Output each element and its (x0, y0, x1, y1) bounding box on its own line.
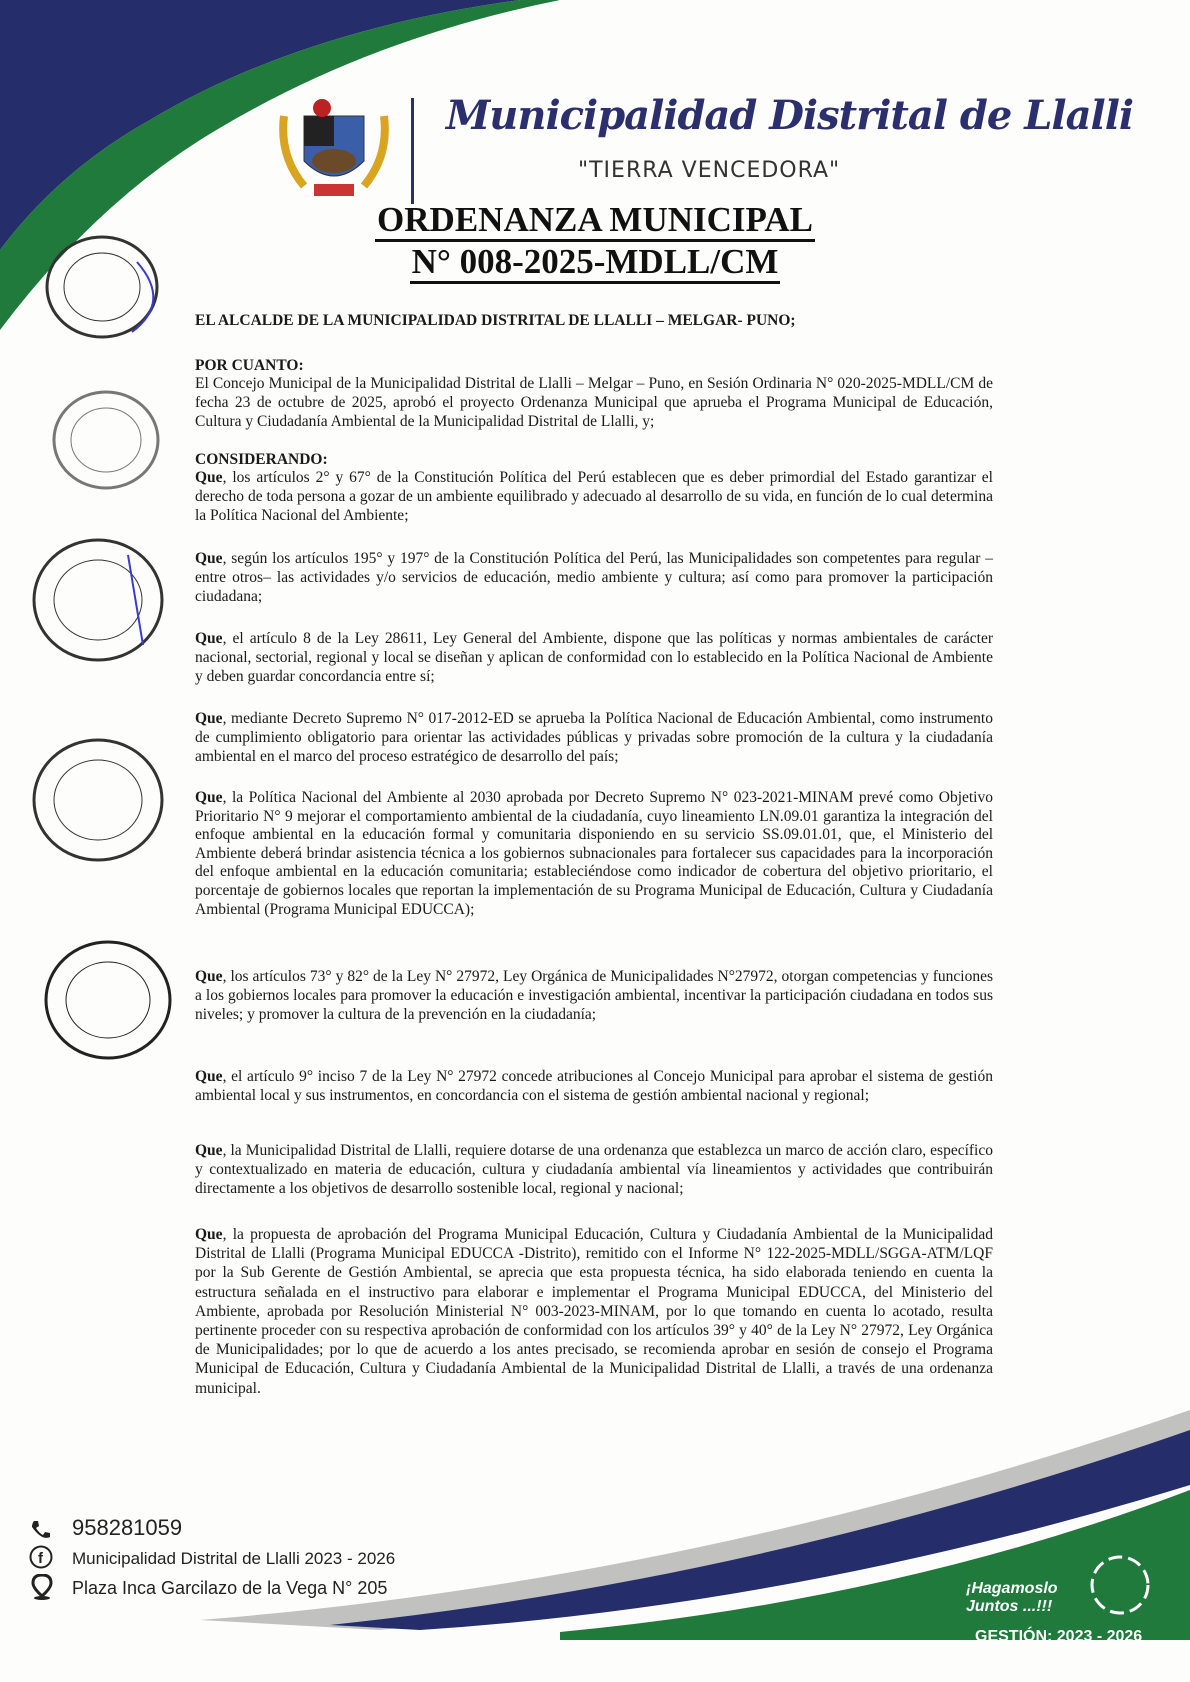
joined-hands-logo (1080, 1545, 1160, 1625)
footer-phone: 958281059 (72, 1515, 183, 1540)
stamp-gestion-ambiental (40, 935, 180, 1065)
institution-name: Municipalidad Distrital de Llalli (446, 92, 1134, 139)
slogan-line1: ¡Hagamoslo (966, 1580, 1058, 1597)
stamp-secretaria-general (28, 735, 168, 865)
addressee-line: EL ALCALDE DE LA MUNICIPALIDAD DISTRITAL DE LLALLI – MELGAR- PUNO; (195, 312, 796, 329)
por-cuanto-heading: POR CUANTO: (195, 357, 304, 374)
considerando-paragraph: Que, la Municipalidad Distrital de Llalli, requiere dotarse de una ordenanza que establezca un marco de acción claro, específico y contextualizado en materia de educación, cultura y ciudadanía ambiental vía lineamientos y actividades que contribuirán directamente a los objetivos de desarrollo sostenible local, regional y nacional; (195, 1142, 993, 1198)
gestion-label: GESTIÓN: 2023 - 2026 (975, 1628, 1143, 1645)
considerando-paragraph: Que, mediante Decreto Supremo N° 017-2012-ED se aprueba la Política Nacional de Educación Ambiental, como instrumento de cumplimiento obligatorio para orientar las actividades públicas y privadas sobre promoción de la cultura y la ciudadanía ambiental en el marco del proceso estratégico de desarrollo del país; (195, 710, 993, 766)
institution-motto: "TIERRA VENCEDORA" (578, 158, 841, 183)
document-number: N° 008-2025-MDLL/CM (0, 242, 1190, 282)
considerando-paragraph: Que, la Política Nacional del Ambiente al 2030 aprobada por Decreto Supremo N° 023-2021-MINAM prevé como Objetivo Prioritario N° 9 mejorar el comportamiento ambiental de la ciudadanía, cuyo lineamiento LN.09.01 garantiza la integración del enfoque ambiental en la educación formal y comunitaria disponiendo en su servicio SS.09.01.01, que, el Ministerio del Ambiente deberá brindar asistencia técnica a los gobiernos subnacionales para fortalecer sus capacidades para la incorporación del enfoque ambiental en la educación comunitaria; estableciéndose como indicador de cobertura del objetivo prioritario, el porcentaje de gobiernos locales que reportan la implementación de su Programa Municipal de Educación, Cultura y Ciudadanía Ambiental (Programa Municipal EDUCCA); (195, 789, 993, 918)
document-title: ORDENANZA MUNICIPAL (0, 200, 1190, 240)
facebook-icon (29, 1545, 53, 1569)
considerando-paragraph: Que, el artículo 8 de la Ley 28611, Ley General del Ambiente, dispone que las políticas y normas ambientales de carácter nacional, sectorial, regional y local se diseñan y aplican de conformidad con lo establecido en la Política Nacional de Ambiente y deben guardar concordancia entre sí; (195, 630, 993, 686)
stamp-alcaldia (42, 232, 172, 342)
considerando-paragraph: Que, el artículo 9° inciso 7 de la Ley N° 27972 concede atribuciones al Concejo Municipal para aprobar el sistema de gestión ambiental local y sus instrumentos, en concordancia con el sistema de gestión ambiental nacional y regional; (195, 1068, 993, 1105)
slogan-line2: Juntos ...!!! (966, 1598, 1053, 1615)
por-cuanto-paragraph: El Concejo Municipal de la Municipalidad Distrital de Llalli – Melgar – Puno, en Sesión Ordinaria N° 020-2025-MDLL/CM de fecha 23 de octubre de 2025, aprobó el proyecto Ordenanza Municipal que aprueba el Programa Municipal de Educación, Cultura y Ciudadanía Ambiental de la Municipalidad Distrital de Llalli, y; (195, 375, 993, 431)
footer-facebook: Municipalidad Distrital de Llalli 2023 - 2026 (72, 1549, 396, 1568)
phone-icon (30, 1519, 52, 1541)
municipal-crest-logo (274, 86, 394, 206)
considerando-paragraph: Que, según los artículos 195° y 197° de la Constitución Política del Perú, las Municipalidades son competentes para regular –entre otros– las actividades y/o servicios de educación, medio ambiente y cultura; así como para promover la participación ciudadana; (195, 550, 993, 606)
stamp-gerencia (48, 388, 168, 498)
stamp-asesoria-juridica (28, 535, 168, 665)
svg-text:f: f (38, 1550, 43, 1567)
footer-address: Plaza Inca Garcilazo de la Vega N° 205 (72, 1578, 388, 1598)
location-pin-icon (31, 1574, 53, 1600)
header-divider (411, 98, 414, 204)
considerando-paragraph: Que, los artículos 73° y 82° de la Ley N° 27972, Ley Orgánica de Municipalidades N°27972, otorgan competencias y funciones a los gobiernos locales para promover la educación e investigación ambiental, incentivar la participación ciudadana en todos sus niveles; y promover la cultura de la prevención en la ciudadanía; (195, 968, 993, 1024)
considerando-paragraph: Que, los artículos 2° y 67° de la Constitución Política del Perú establecen que es deber primordial del Estado garantizar el derecho de toda persona a gozar de un ambiente equilibrado y adecuado al desarrollo de su vida, en función de lo cual determina la Política Nacional del Ambiente; (195, 469, 993, 525)
considerando-paragraph: Que, la propuesta de aprobación del Programa Municipal Educación, Cultura y Ciudadanía Ambiental de la Municipalidad Distrital de Llalli (Programa Municipal EDUCCA -Distrito), remitido con el Informe N° 122-2025-MDLL/SGGA-ATM/LQF por la Sub Gerente de Gestión Ambiental, se aprecia que esta propuesta técnica, ha sido elaborada teniendo en cuenta la estructura señalada en el instructivo para elaborar e implementar el Programa Municipal EDUCCA, del Ministerio del Ambiente, aprobada por Resolución Ministerial N° 003-2023-MINAM, por lo que tomando en cuenta lo acotado, resulta pertinente proceder con su respectiva aprobación de conformidad con los artículos 39° y 40° de la Ley N° 27972, Ley Orgánica de Municipalidades; por lo que de acuerdo a los antes precisado, se recomienda aprobar en sesión de consejo el Programa Municipal de Educación, Cultura y Ciudadanía Ambiental de la Municipalidad Distrital de Llalli, a través de una ordenanza municipal. (195, 1226, 993, 1397)
considerando-heading: CONSIDERANDO: (195, 451, 328, 468)
